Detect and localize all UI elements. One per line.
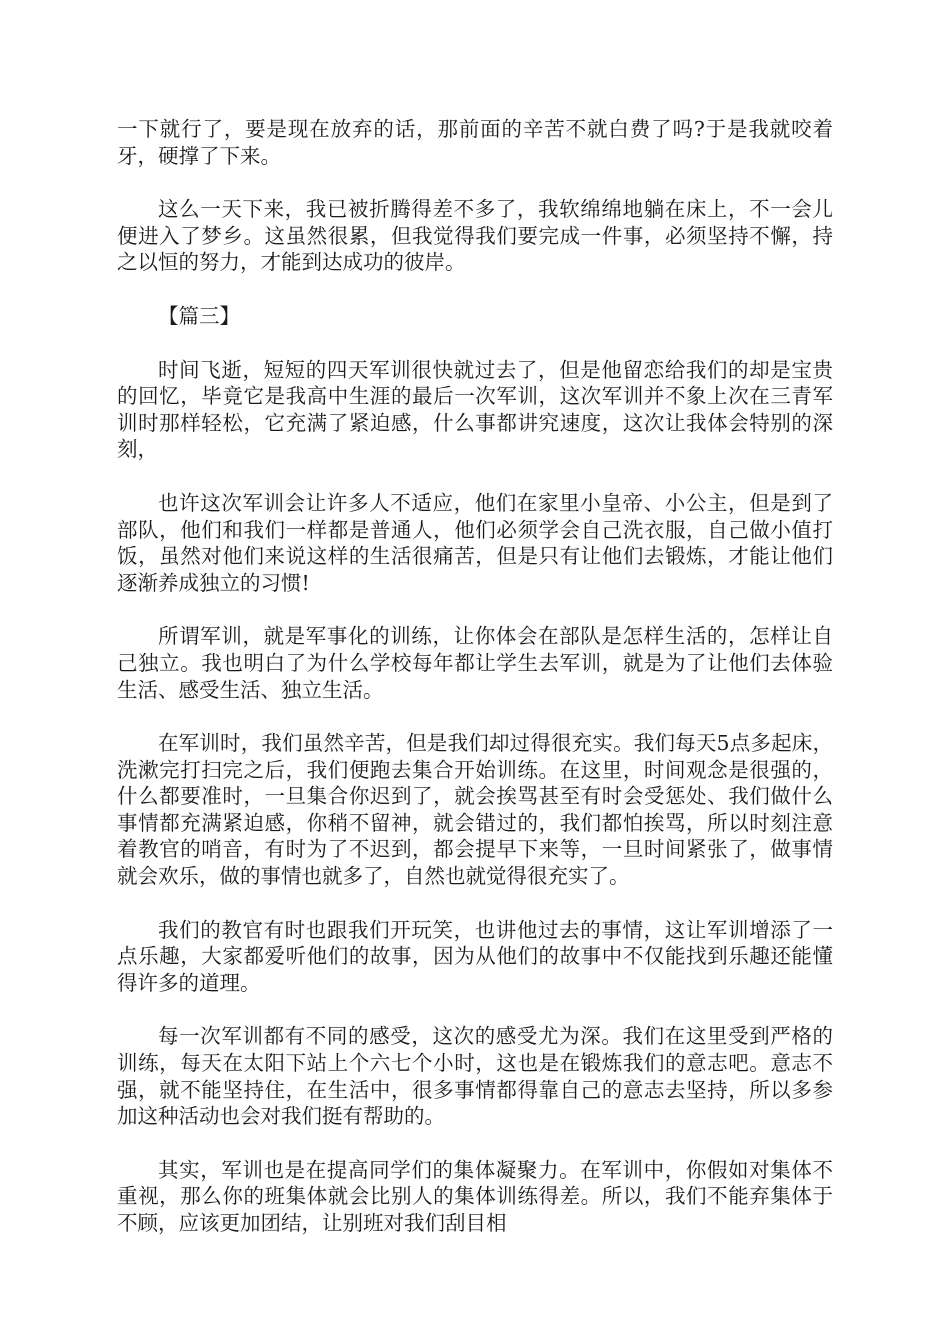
paragraph-continuation: 一下就行了，要是现在放弃的话，那前面的辛苦不就白费了吗?于是我就咬着牙，硬撑了下来。 (117, 117, 833, 168)
paragraph: 在军训时，我们虽然辛苦，但是我们却过得很充实。我们每天5点多起床，洗漱完打扫完之后，我们便跑去集合开始训练。在这里，时间观念是很强的，什么都要准时，一旦集合你迟到了，就会挨骂甚至有时会受惩处、我们做什么事情都充满紧迫感，你稍不留神，就会错过的，我们都怕挨骂，所以时刻注意着教官的哨音，有时为了不迟到，都会提早下来等，一旦时间紧张了，做事情就会欢乐，做的事情也就多了，自然也就觉得很充实了。 (117, 731, 833, 889)
paragraph: 每一次军训都有不同的感受，这次的感受尤为深。我们在这里受到严格的训练，每天在太阳下站上个六七个小时，这也是在锻炼我们的意志吧。意志不强，就不能坚持住，在生活中，很多事情都得靠自己的意志去坚持，所以多参加这种活动也会对我们挺有帮助的。 (117, 1024, 833, 1129)
paragraph: 也许这次军训会让许多人不适应，他们在家里小皇帝、小公主，但是到了部队，他们和我们一样都是普通人，他们必须学会自己洗衣服，自己做小值打饭，虽然对他们来说这样的生活很痛苦，但是只有让他们去锻炼，才能让他们逐渐养成独立的习惯! (117, 490, 833, 595)
paragraph: 我们的教官有时也跟我们开玩笑，也讲他过去的事情，这让军训增添了一点乐趣，大家都爱听他们的故事，因为从他们的故事中不仅能找到乐趣还能懂得许多的道理。 (117, 917, 833, 995)
paragraph: 所谓军训，就是军事化的训练，让你体会在部队是怎样生活的，怎样让自己独立。我也明白了为什么学校每年都让学生去军训，就是为了让他们去体验生活、感受生活、独立生活。 (117, 624, 833, 702)
paragraph: 这么一天下来，我已被折腾得差不多了，我软绵绵地躺在床上，不一会儿便进入了梦乡。这虽然很累，但我觉得我们要完成一件事，必须坚持不懈，持之以恒的努力，才能到达成功的彼岸。 (117, 197, 833, 275)
paragraph: 其实，军训也是在提高同学们的集体凝聚力。在军训中，你假如对集体不重视，那么你的班集体就会比别人的集体训练得差。所以，我们不能弃集体于不顾，应该更加团结，让别班对我们刮目相 (117, 1157, 833, 1235)
document-page (117, 116, 833, 1264)
section-heading: 【篇三】 (158, 303, 240, 328)
paragraph: 时间飞逝，短短的四天军训很快就过去了，但是他留恋给我们的却是宝贵的回忆，毕竟它是我高中生涯的最后一次军训，这次军训并不象上次在三青军训时那样轻松，它充满了紧迫感，什么事都讲究速度，这次让我体会特别的深刻， (117, 357, 833, 462)
